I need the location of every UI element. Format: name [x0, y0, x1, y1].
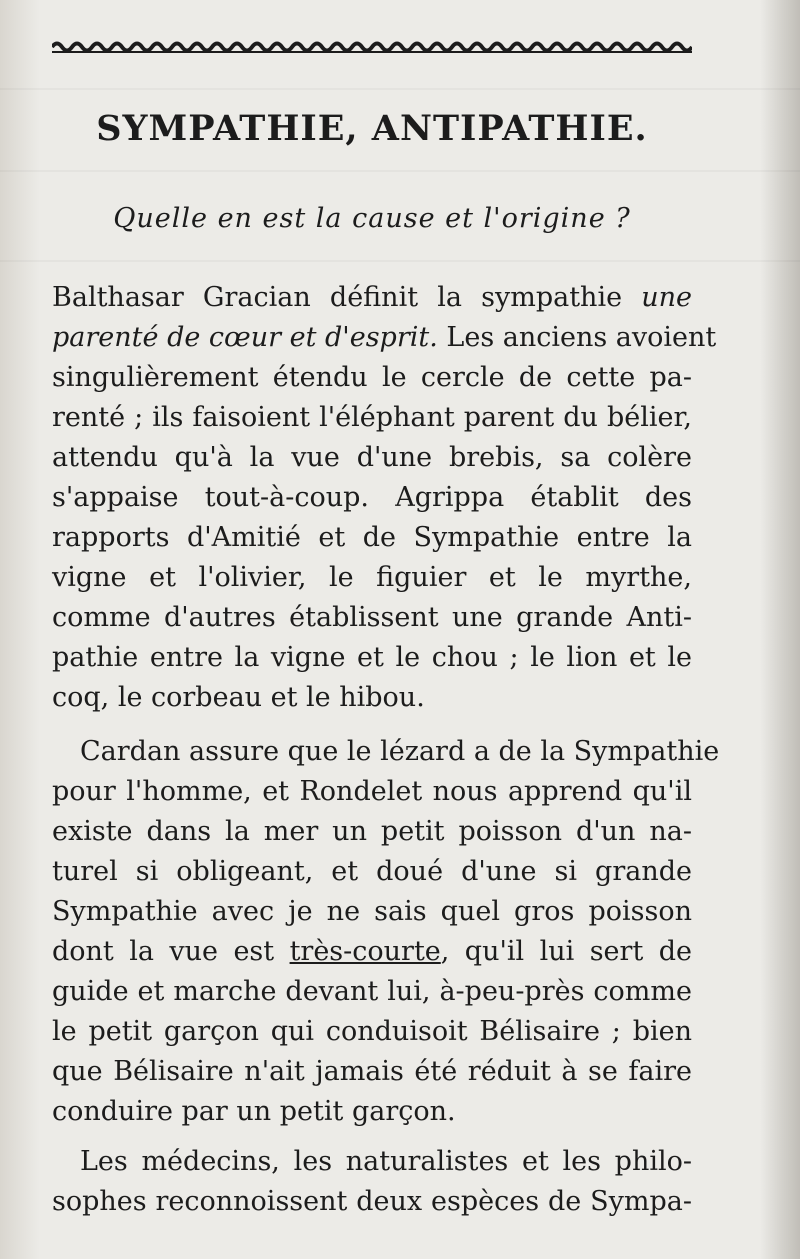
- paragraph-line: pour l'homme, et Rondelet nous apprend qu'il: [52, 776, 692, 807]
- paragraph-line: [52, 278, 692, 318]
- header-ornament-rule: [52, 38, 692, 56]
- page-title: SYMPATHIE, ANTIPATHIE.: [96, 108, 648, 149]
- paragraph-line: sophes reconnoissent deux espèces de Sympa-: [52, 1186, 692, 1217]
- paragraph-line: [52, 318, 717, 358]
- paragraph-line: singulièrement étendu le cercle de cette pa-: [52, 362, 692, 393]
- paragraph-line: pathie entre la vigne et le chou ; le lion et le: [52, 642, 692, 673]
- paragraph-line: [52, 932, 692, 972]
- paragraph-line: renté ; ils faisoient l'éléphant parent du bélier,: [52, 402, 692, 433]
- paragraph-line: existe dans la mer un petit poisson d'un na-: [52, 816, 692, 847]
- italic-text-segment: parenté de cœur et d'esprit.: [52, 322, 438, 353]
- bleed-through-line: [0, 260, 800, 262]
- paragraph-line: Cardan assure que le lézard a de la Sympathie: [80, 736, 720, 767]
- paragraph-line: Les médecins, les naturalistes et les philo-: [80, 1146, 692, 1177]
- paragraph-line: turel si obligeant, et doué d'une si grande: [52, 856, 692, 887]
- paragraph-line: le petit garçon qui conduisoit Bélisaire ; bien: [52, 1016, 692, 1047]
- paragraph-line: s'appaise tout-à-coup. Agrippa établit des: [52, 482, 692, 513]
- bleed-through-line: [0, 88, 800, 90]
- italic-text-segment: une: [641, 282, 692, 313]
- text-segment: Balthasar Gracian définit la sympathie: [52, 282, 642, 313]
- text-segment: dont la vue est: [52, 936, 290, 967]
- paragraph-line: Sympathie avec je ne sais quel gros poisson: [52, 896, 692, 927]
- paragraph-line: que Bélisaire n'ait jamais été réduit à se faire: [52, 1056, 692, 1087]
- text-segment: Les anciens avoient: [437, 322, 717, 353]
- paragraph-line: attendu qu'à la vue d'une brebis, sa colère: [52, 442, 692, 473]
- page-subtitle: Quelle en est la cause et l'origine ?: [113, 203, 631, 234]
- paragraph-line: coq, le corbeau et le hibou.: [52, 682, 425, 713]
- paragraph-line: rapports d'Amitié et de Sympathie entre la: [52, 522, 692, 553]
- paragraph-line: vigne et l'olivier, le figuier et le myrthe,: [52, 562, 692, 593]
- underlined-text-segment: très-courte: [289, 936, 441, 967]
- page-spine-shadow: [760, 0, 800, 1259]
- paragraph-line: conduire par un petit garçon.: [52, 1096, 456, 1127]
- paragraph-line: comme d'autres établissent une grande Anti-: [52, 602, 692, 633]
- text-segment: , qu'il lui sert de: [440, 936, 692, 967]
- bleed-through-line: [0, 170, 800, 172]
- paragraph-line: guide et marche devant lui, à-peu-près comme: [52, 976, 692, 1007]
